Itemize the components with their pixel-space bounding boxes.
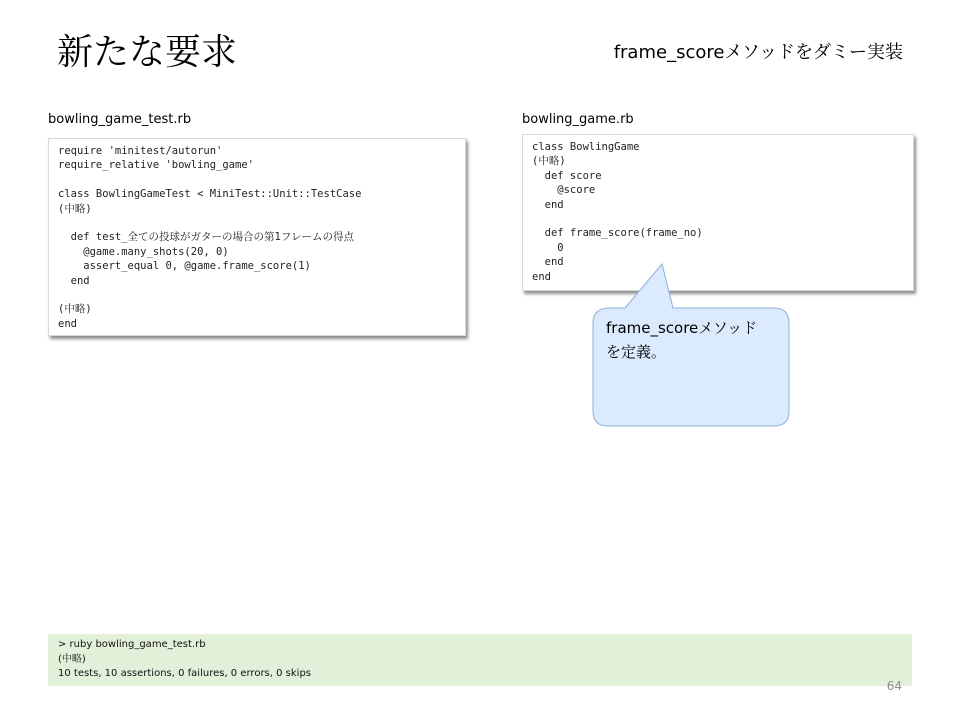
code-line: @game.many_shots(20, 0) [58,245,229,258]
code-line: def score [532,169,602,182]
callout-line: を定義。 [606,343,667,361]
code-line [58,288,456,302]
code-line: require_relative 'bowling_game' [58,159,254,172]
code-line: end [532,198,564,211]
impl-file-label: bowling_game.rb [522,112,634,127]
code-line [58,216,456,230]
code-line: end [532,270,551,283]
console-output [48,634,912,686]
code-line: 0 [532,241,564,254]
code-line: @score [532,184,596,197]
callout-line: frame_scoreメソッド [606,319,758,337]
code-line: (中略) [532,155,566,168]
console-line: 10 tests, 10 assertions, 0 failures, 0 errors, 0 skips [58,668,312,679]
slide-title: 新たな要求 [57,32,238,73]
console-line: > ruby bowling_game_test.rb [58,639,206,650]
test-code-block [48,138,466,336]
console-line: (中略) [58,653,86,665]
slide-subtitle: frame_scoreメソッドをダミー実装 [613,42,903,63]
code-line: require 'minitest/autorun' [58,145,223,157]
code-line [532,212,904,226]
page-number: 64 [886,679,902,693]
code-line: end [532,256,564,269]
callout-bubble [592,262,792,428]
code-line [58,173,456,187]
code-line: end [58,274,90,287]
code-line: class BowlingGame [532,141,640,153]
code-line: (中略) [58,303,92,316]
code-line: def frame_score(frame_no) [532,227,703,240]
callout-text [606,316,786,364]
code-line: end [58,317,77,330]
code-line: assert_equal 0, @game.frame_score(1) [58,260,311,273]
code-line: def test_全ての投球がガターの場合の第1フレームの得点 [58,231,354,244]
code-line: (中略) [58,202,92,215]
code-line: class BowlingGameTest < MiniTest::Unit::TestCase [58,188,362,201]
test-file-label: bowling_game_test.rb [48,112,192,127]
